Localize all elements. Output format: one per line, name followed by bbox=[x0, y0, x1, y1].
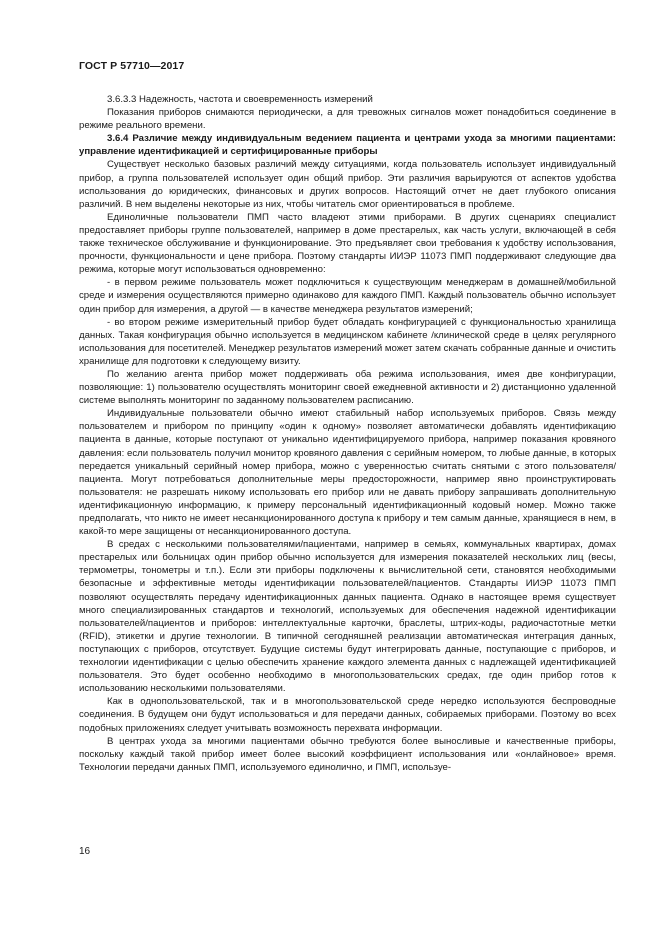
page-number: 16 bbox=[79, 846, 91, 857]
paragraph: Показания приборов снимаются периодически, а для тревожных сигналов может понадобиться соединение в режиме реального времени. bbox=[79, 107, 616, 132]
list-item: - в первом режиме пользователь может подключиться к существующим менеджерам в домашней/мобильной среде и измерения осуществляются примерно одинаково для каждого ПМП. Каждый пользователь обычно использует один прибор для измерения, а другой — в качестве менеджера результатов измерений; bbox=[79, 277, 616, 315]
paragraph: Индивидуальные пользователи обычно имеют стабильный набор используемых приборов. Связь между пользователем и прибором по принципу «один к одному» позволяет автоматически добавлять идентификацию пациента в данные, которые поступают от уникально идентифицируемого прибора, например показания кровяного давления: если пользователь получил монитор кровяного давления с серийным номером, то любые данные, в которых передается уникальный серийный номер прибора, можно с уверенностью считать снятыми с этого пользователя/пациента. Могут потребоваться дополнительные меры предосторожности, например явно проинструктировать пользователя: не разрешать никому использовать его прибор или не давать прибору запрашивать дополнительную идентификационную информацию, к примеру персональный идентификационный кодовый номер. Можно также предполагать, что никто не имеет несанкционированного доступа к прибору и тем самым данные, хранящиеся в нем, в какой-то мере защищены от несанкционированного доступа. bbox=[79, 408, 616, 538]
paragraph: По желанию агента прибор может поддерживать оба режима использования, имея две конфигурации, позволяющие: 1) пользователю осуществлять мониторинг своей ежедневной активности и 2) дистанционно удаленной системе выполнять мониторинг по заданному пользователем расписанию. bbox=[79, 368, 616, 407]
list-item: - во втором режиме измерительный прибор будет обладать конфигурацией с функциональностью хранилища данных. Такая конфигурация обычно используется в медицинском кабинете /клинической среде в целях регулярного использования для посетителей. Менеджер результатов измерений может затем скачать собранные данные и очистить хранилище для подготовки к следующему визиту. bbox=[79, 316, 616, 367]
paragraph: Единоличные пользователи ПМП часто владеют этими приборами. В других сценариях специалист предоставляет приборы группе пользователей, например в доме престарелых, как часть услуги, включающей в себя также техническое обслуживание и функционирование. Это предъявляет свои требования к удобству использования, прочности, функциональности и цене прибора. Поэтому стандарты ИИЭР 11073 ПМП поддерживают следующие два режима, которые могут использоваться одновременно: bbox=[79, 211, 616, 276]
paragraph: В средах с несколькими пользователями/пациентами, например в семьях, коммунальных квартирах, домах престарелых или больницах один прибор обычно используется для измерения показателей нескольких лиц (весы, термометры, тонометры и т.п.). Если эти приборы подключены к вычислительной сети, становятся необходимыми безопасные и эффективные методы идентификации пользователей/пациентов. Стандарты ИИЭР 11073 ПМП позволяют осуществлять передачу идентификационных данных пациента. Однако в настоящее время существует много специализированных стандартов и технологий, используемых для обеспечения надежной идентификации пользователей/пациентов и приборов: интеллектуальные карточки, браслеты, штрих-коды, радиочастотные метки (RFID), этикетки и другие технологии. В типичной сегодняшней реализации автоматическая интеграция данных, поступающих с приборов, отсутствует. Будущие системы будут интегрировать данные, поступающие с приборов, и технологии идентификации с целью обеспечить хранение каждого элемента данных с надлежащей идентификацией пользователя. Это будет особенно необходимо в многопользовательских средах, где один прибор готов к использованию несколькими пользователями. bbox=[79, 539, 616, 695]
section-heading-3-6-4: 3.6.4 Различие между индивидуальным ведением пациента и центрами ухода за многими пациентами: управление идентификацией и сертифицированные приборы bbox=[79, 133, 616, 158]
paragraph: Существует несколько базовых различий между ситуациями, когда пользователь использует индивидуальный прибор, а группа пользователей использует один общий прибор. Эти различия варьируются от аспектов удобства использования до юридических, финансовых и других вопросов. Настоящий отчет не дает глубокого описания различий. В нем выделены некоторые из них, чтобы читатель смог ориентироваться в проблеме. bbox=[79, 159, 616, 210]
paragraph: Как в однопользовательской, так и в многопользовательской среде нередко используются беспроводные соединения. В будущем они будут использоваться и для передачи данных, собираемых приборами. Поэтому во всех подобных приложениях следует учитывать возможность перехвата информации. bbox=[79, 696, 616, 734]
document-header: ГОСТ Р 57710—2017 bbox=[79, 60, 185, 72]
document-body bbox=[79, 93, 616, 774]
paragraph: В центрах ухода за многими пациентами обычно требуются более выносливые и качественные приборы, поскольку каждый такой прибор имеет более высокий коэффициент использования или «онлайновое» время. Технологии передачи данных ПМП, используемого единолично, и ПМП, используе- bbox=[79, 735, 616, 773]
subsection-heading-3-6-3-3: 3.6.3.3 Надежность, частота и своевременность измерений bbox=[107, 94, 373, 105]
